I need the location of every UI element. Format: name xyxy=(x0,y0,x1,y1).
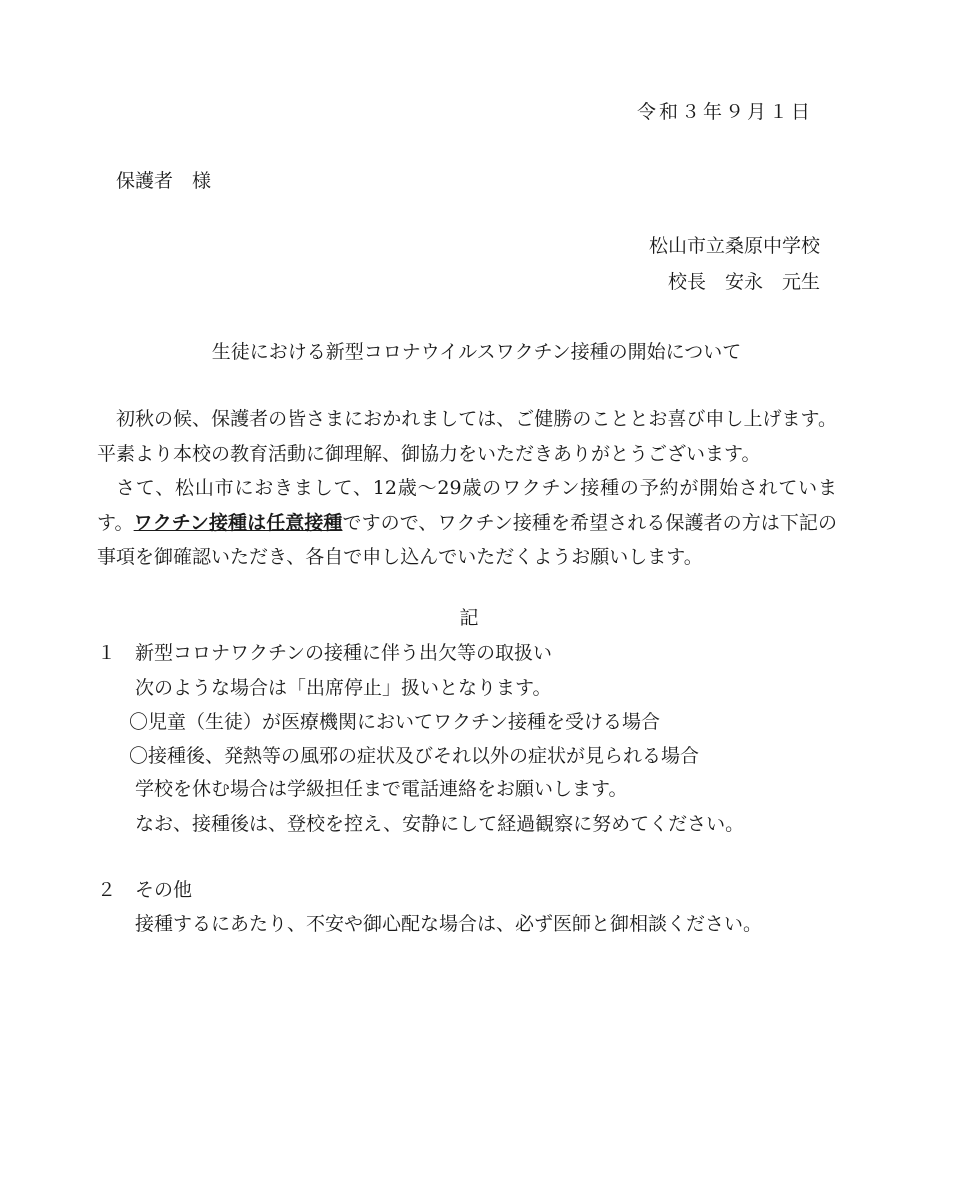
recipient-line: 保護者 様 xyxy=(116,170,212,192)
item-heading: その他 xyxy=(135,879,193,901)
item-detail-line: 接種するにあたり、不安や御心配な場合は、必ず医師と御相談ください。 xyxy=(135,913,763,935)
item-number: ２ xyxy=(97,879,117,901)
paragraph-request-text: ですので、ワクチン接種を希望される保護者の方は下記の事項を御確認いただき、各自で申し込んでいただくようお願いします。 xyxy=(97,511,838,568)
item-heading: 新型コロナワクチンの接種に伴う出欠等の取扱い xyxy=(135,642,553,664)
item-number: １ xyxy=(97,642,117,664)
item-detail-line: 学校を休む場合は学級担任まで電話連絡をお願いします。 xyxy=(135,778,628,800)
school-name: 松山市立桑原中学校 xyxy=(648,235,820,257)
item-bullet-line: 〇児童（生徒）が医療機関においてワクチン接種を受ける場合 xyxy=(129,711,661,733)
principal-name: 校長 安永 元生 xyxy=(667,271,820,293)
letter-body xyxy=(97,402,837,575)
voluntary-vaccination-emphasis: ワクチン接種は任意接種 xyxy=(133,511,343,534)
letter-title: 生徒における新型コロナウイルスワクチン接種の開始について xyxy=(211,341,742,363)
item-detail-line: なお、接種後は、登校を控え、安静にして経過観察に努めてください。 xyxy=(135,813,745,835)
letter-date: 令和３年９月１日 xyxy=(636,101,813,123)
greeting-paragraph: 初秋の候、保護者の皆さまにおかれましては、ご健勝のこととお喜び申し上げます。平素より本校の教育活動に御理解、御協力をいただきありがとうございます。 xyxy=(97,408,837,465)
item-detail-line: 次のような場合は「出席停止」扱いとなります。 xyxy=(135,677,552,699)
item-bullet-line: 〇接種後、発熱等の風邪の症状及びそれ以外の症状が見られる場合 xyxy=(129,745,700,767)
ki-heading: 記 xyxy=(459,607,479,629)
vaccination-paragraph xyxy=(97,471,837,575)
paragraph-intro-text: さて、松山市におきまして、12歳～29歳のワクチン接種の予約が開始されています。 xyxy=(97,477,837,534)
